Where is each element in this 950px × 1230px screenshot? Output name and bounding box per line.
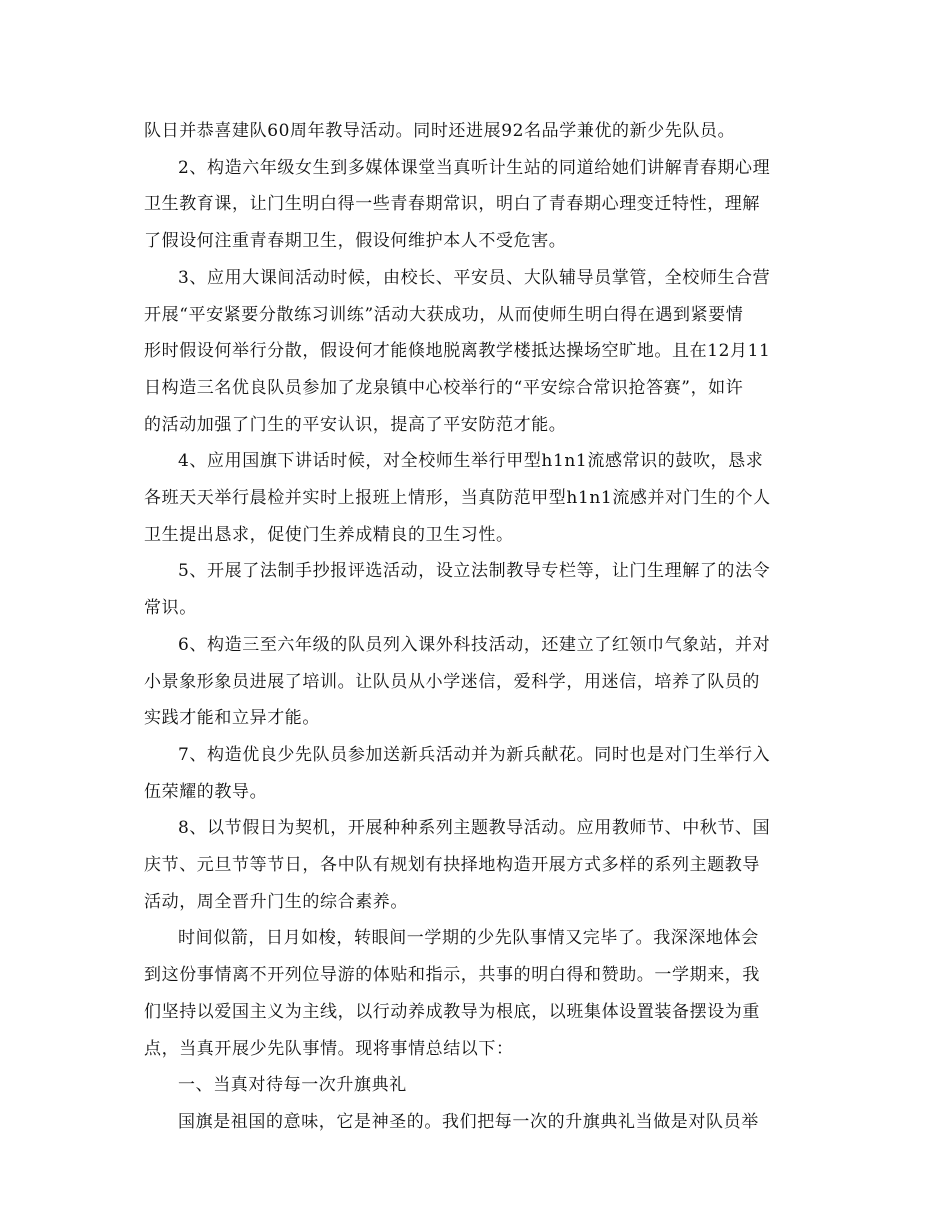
text-line: 伍荣耀的教导。 <box>144 781 268 802</box>
text-line: 点，当真开展少先队事情。现将事情总结以下： <box>144 1038 514 1059</box>
text-line: 8、以节假日为契机，开展种种系列主题教导活动。应用教师节、中秋节、国 <box>178 818 771 839</box>
text-line: 7、构造优良少先队员参加送新兵活动并为新兵献花。同时也是对门生举行入 <box>178 744 771 765</box>
text-line: 到这份事情离不开列位导游的体贴和指示，共事的明白得和赞助。一学期来，我 <box>144 965 760 986</box>
text-line: 们坚持以爱国主义为主线，以行动养成教导为根底，以班集体设置装备摆设为重 <box>144 1001 760 1022</box>
text-line: 开展“平安紧要分散练习训练”活动大获成功，从而使师生明白得在遇到紧要情 <box>144 304 744 325</box>
text-line: 队日并恭喜建队60周年教导活动。同时还进展92名品学兼优的新少先队员。 <box>144 121 736 141</box>
section-heading: 一、当真对待每一次升旗典礼 <box>178 1075 407 1096</box>
text-line: 各班天天举行晨检并实时上报班上情形，当真防范甲型h1n1流感并对门生的个人 <box>144 488 771 509</box>
text-line: 2、构造六年级女生到多媒体课堂当真听计生站的同道给她们讲解青春期心理 <box>178 157 771 178</box>
text-line: 小景象形象员进展了培训。让队员从小学迷信，爱科学，用迷信，培养了队员的 <box>144 671 760 692</box>
text-line: 国旗是祖国的意味，它是神圣的。我们把每一次的升旗典礼当做是对队员举 <box>178 1111 759 1132</box>
text-line: 卫生提出恳求，促使门生养成精良的卫生习性。 <box>144 524 514 545</box>
text-line: 日构造三名优良队员参加了龙泉镇中心校举行的“平安综合常识抢答赛”，如许 <box>144 377 744 398</box>
text-line: 了假设何注重青春期卫生，假设何维护本人不受危害。 <box>144 231 567 252</box>
text-line: 形时假设何举行分散，假设何才能倏地脱离教学楼抵达操场空旷地。且在12月11 <box>144 341 771 362</box>
text-line: 时间似箭，日月如梭，转眼间一学期的少先队事情又完毕了。我深深地体会 <box>178 928 759 949</box>
text-line: 常识。 <box>144 598 197 619</box>
text-line: 3、应用大课间活动时候，由校长、平安员、大队辅导员掌管，全校师生合营 <box>178 267 771 288</box>
text-line: 6、构造三至六年级的队员列入课外科技活动，还建立了红领巾气象站，并对 <box>178 634 771 655</box>
text-line: 活动，周全晋升门生的综合素养。 <box>144 891 408 912</box>
text-line: 卫生教育课，让门生明白得一些青春期常识，明白了青春期心理变迁特性，理解 <box>144 194 760 215</box>
text-line: 实践才能和立异才能。 <box>144 708 320 729</box>
text-line: 庆节、元旦节等节日，各中队有规划有抉择地构造开展方式多样的系列主题教导 <box>144 855 760 876</box>
text-line: 的活动加强了门生的平安认识，提高了平安防范才能。 <box>144 414 567 435</box>
text-line: 5、开展了法制手抄报评选活动，设立法制教导专栏等，让门生理解了的法令 <box>178 561 771 582</box>
text-line: 4、应用国旗下讲话时候，对全校师生举行甲型h1n1流感常识的鼓吹，恳求 <box>178 451 764 472</box>
